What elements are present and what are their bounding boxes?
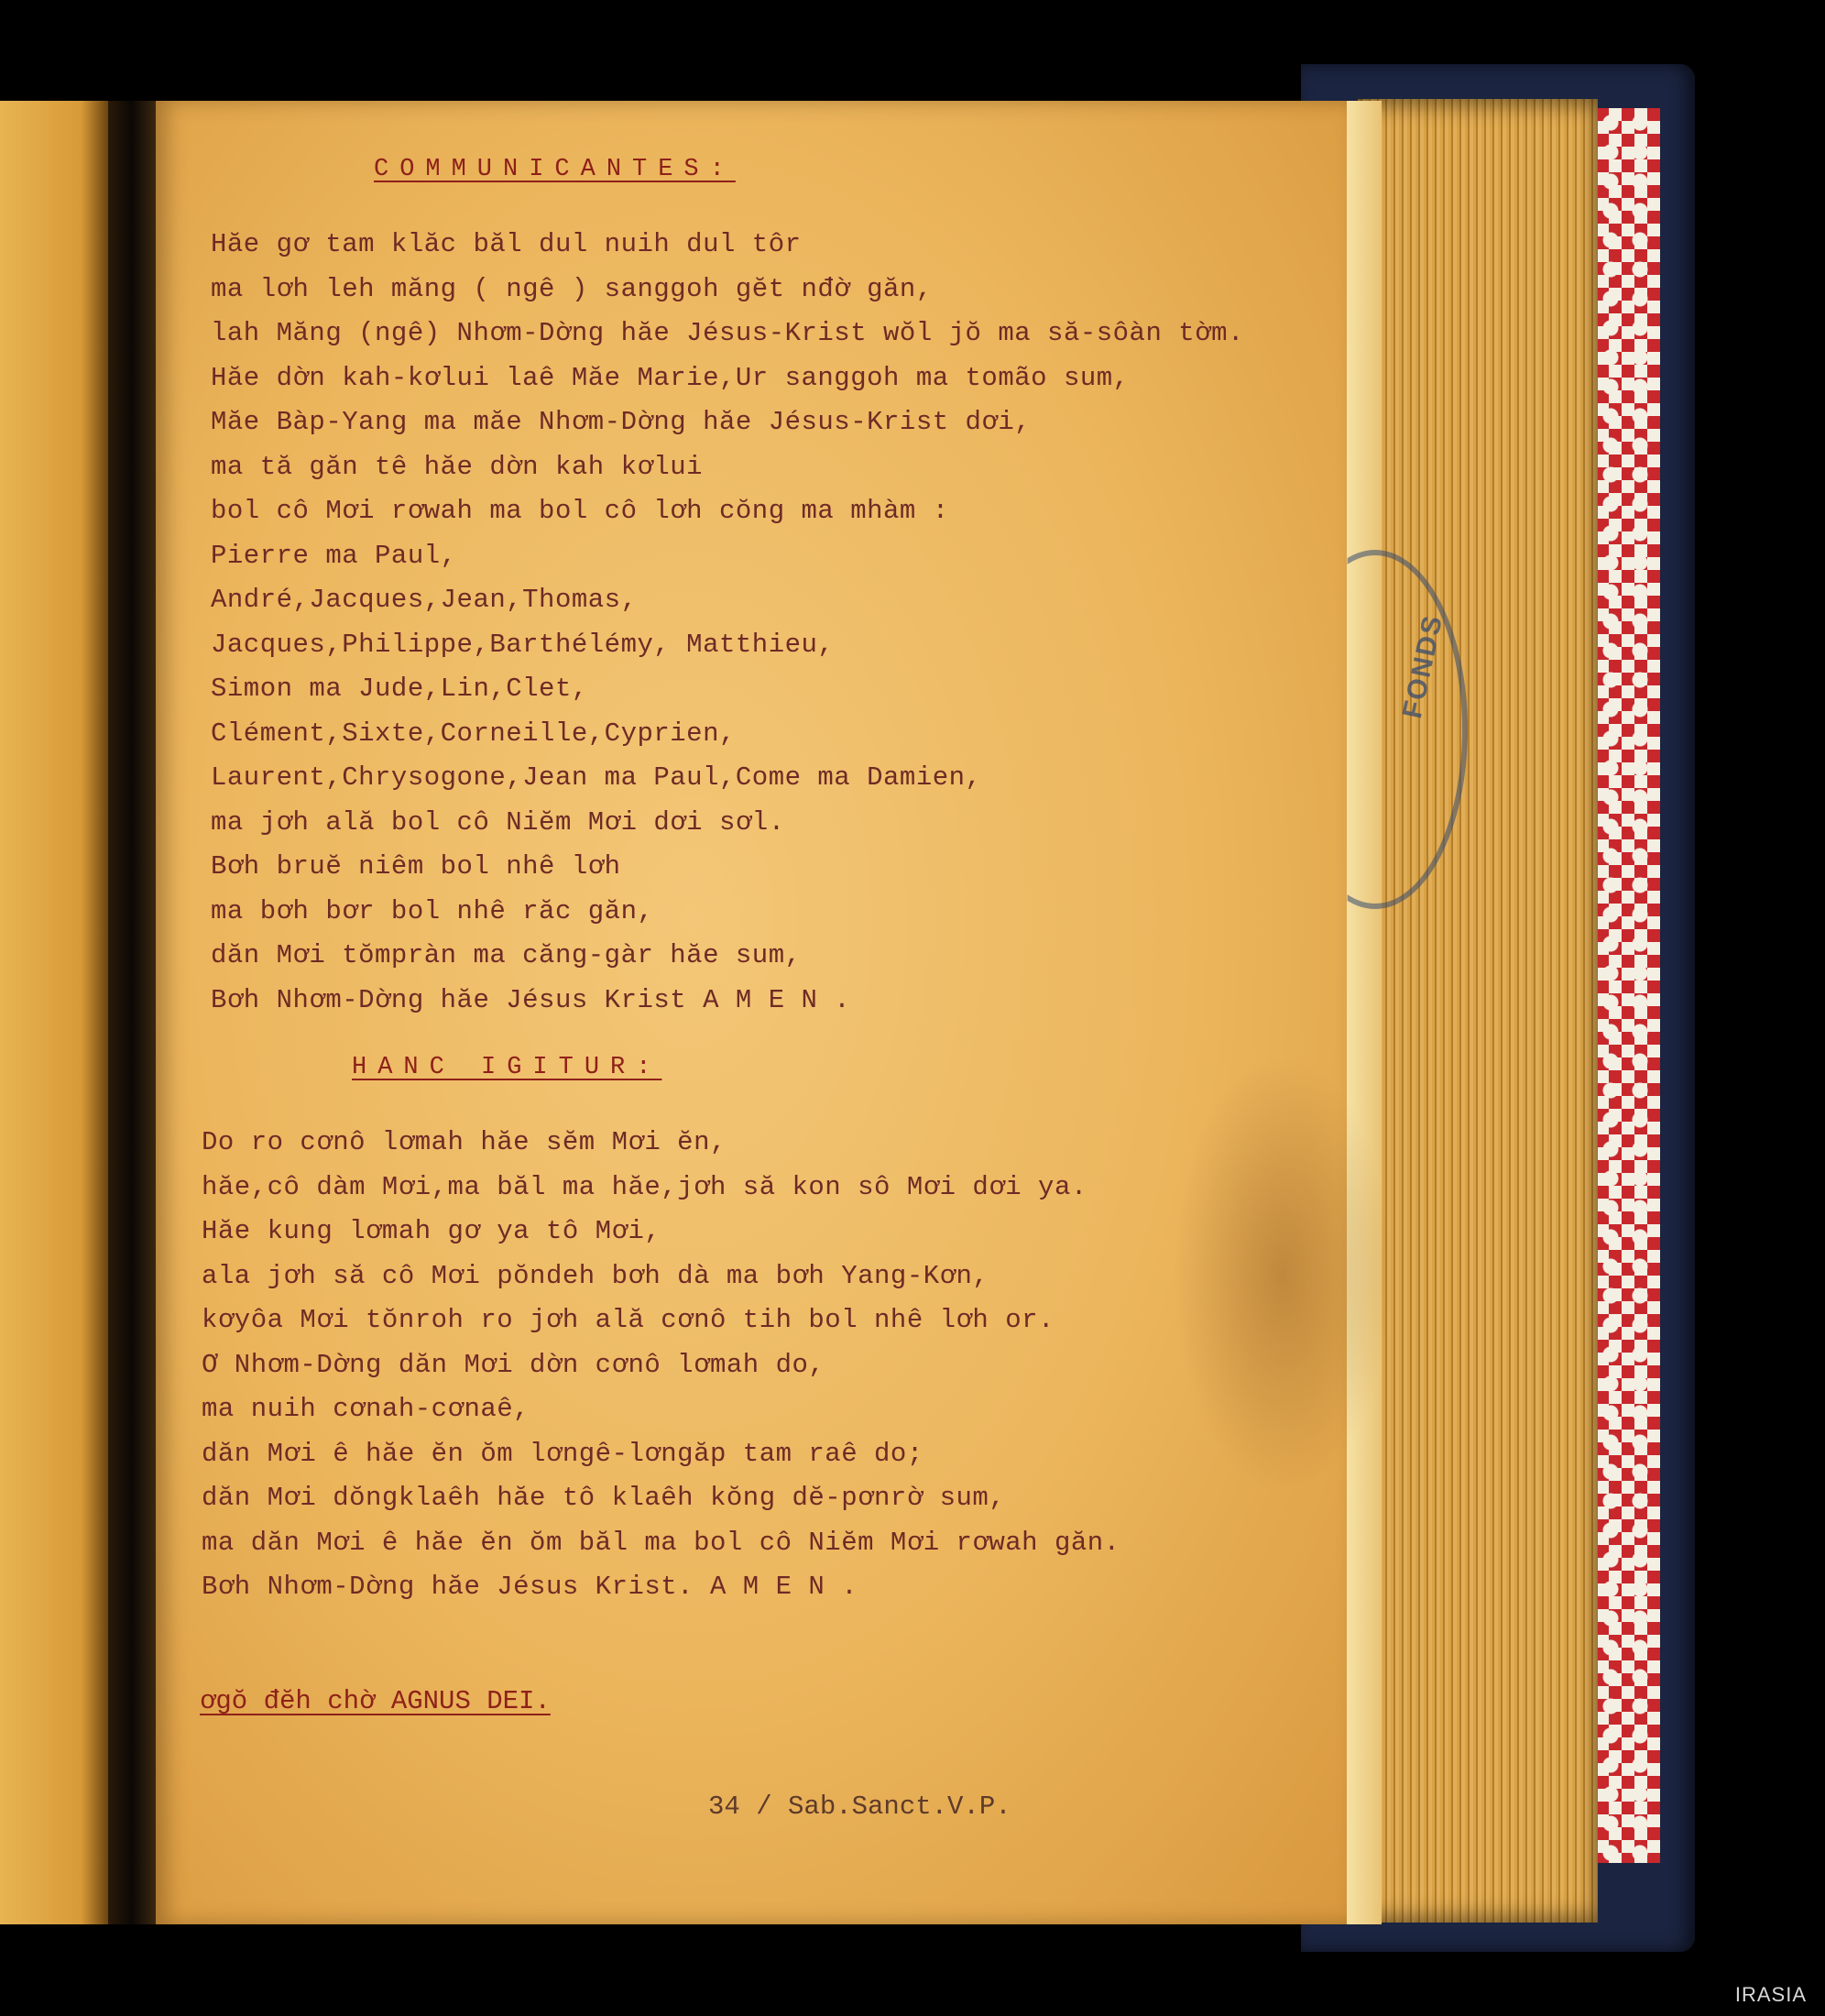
- heading-hanc-igitur: HANC IGITUR:: [352, 1054, 662, 1081]
- text-line: Bơh Nhơm-Dờng hăe Jésus Krist A M E N .: [211, 984, 851, 1015]
- text-line: kơyôa Mơi tŏnroh ro jơh ală cơnô tih bol nhê lơh or.: [202, 1305, 1055, 1335]
- text-line: ma nuih cơnah-cơnaê,: [202, 1394, 530, 1424]
- text-line: André,Jacques,Jean,Thomas,: [211, 585, 638, 615]
- document-page: [156, 101, 1347, 1924]
- text-line: dăn Mơi dŏngklaêh hăe tô klaêh kŏng dĕ-pơnrờ sum,: [202, 1483, 1006, 1513]
- text-line: Hăe gơ tam klăc băl dul nuih dul tôr: [211, 229, 802, 259]
- text-line: dăn Mơi tŏmpràn ma căng-gàr hăe sum,: [211, 940, 802, 970]
- heading-communicantes: COMMUNICANTES:: [374, 156, 736, 183]
- text-line: Jacques,Philippe,Barthélémy, Matthieu,: [211, 629, 835, 660]
- text-line: Măe Bàp-Yang ma măe Nhơm-Dờng hăe Jésus-Krist dơi,: [211, 407, 1032, 437]
- text-line: Bơh Nhơm-Dờng hăe Jésus Krist. A M E N .: [202, 1572, 858, 1602]
- page-block-edges: [1358, 99, 1598, 1923]
- text-line: Clément,Sixte,Corneille,Cyprien,: [211, 718, 736, 749]
- text-line: ma lơh leh măng ( ngê ) sanggoh gĕt nđờ găn,: [211, 273, 933, 304]
- text-line: ma jơh ală bol cô Niĕm Mơi dơi sơl.: [211, 806, 785, 838]
- text-line: bol cô Mơi rơwah ma bol cô lơh cŏng ma mhàm :: [211, 496, 949, 526]
- text-line: ala jơh să cô Mơi pŏndeh bơh dà ma bơh Yang-Kơn,: [202, 1260, 989, 1291]
- text-line: Simon ma Jude,Lin,Clet,: [211, 674, 588, 704]
- text-line: Hăe dờn kah-kơlui laê Măe Marie,Ur sanggoh ma tomão sum,: [211, 362, 1130, 393]
- closing-instruction: ơgŏ đĕh chờ AGNUS DEI.: [200, 1686, 551, 1716]
- checkered-ribbon: [1596, 108, 1660, 1863]
- text-line: Hăe kung lơmah gơ ya tô Mơi,: [202, 1216, 661, 1246]
- text-line: ma bơh bơr bol nhê răc găn,: [211, 895, 654, 926]
- book-gutter: [108, 101, 156, 1924]
- text-line: hăe,cô dàm Mơi,ma băl ma hăe,jơh să kon sô Mơi dơi ya.: [202, 1171, 1087, 1202]
- watermark: IRASIA: [1734, 1983, 1807, 2006]
- text-line: ma dăn Mơi ê hăe ĕn ŏm băl ma bol cô Niĕm Mơi rơwah găn.: [202, 1527, 1120, 1558]
- text-line: Do ro cơnô lơmah hăe sĕm Mơi ĕn,: [202, 1127, 727, 1157]
- text-line: lah Măng (ngê) Nhơm-Dờng hăe Jésus-Krist wŏl jŏ ma să-sôàn tờm.: [211, 318, 1244, 348]
- water-stain: [1173, 1054, 1393, 1494]
- page-edge-strip: [1347, 101, 1382, 1924]
- text-line: Pierre ma Paul,: [211, 540, 457, 571]
- text-line: Bơh bruĕ niêm bol nhê lơh: [211, 851, 621, 882]
- text-line: Laurent,Chrysogone,Jean ma Paul,Come ma Damien,: [211, 762, 982, 793]
- text-line: ma tă găn tê hăe dờn kah kơlui: [211, 451, 704, 482]
- text-line: Ơ Nhơm-Dờng dăn Mơi dờn cơnô lơmah do,: [202, 1349, 825, 1380]
- library-stamp-text: FONDS: [1397, 611, 1449, 721]
- text-line: dăn Mơi ê hăe ĕn ŏm lơngê-lơngăp tam raê do;: [202, 1438, 923, 1469]
- left-page-edge: [0, 101, 108, 1924]
- page-footer: 34 / Sab.Sanct.V.P.: [708, 1791, 1011, 1822]
